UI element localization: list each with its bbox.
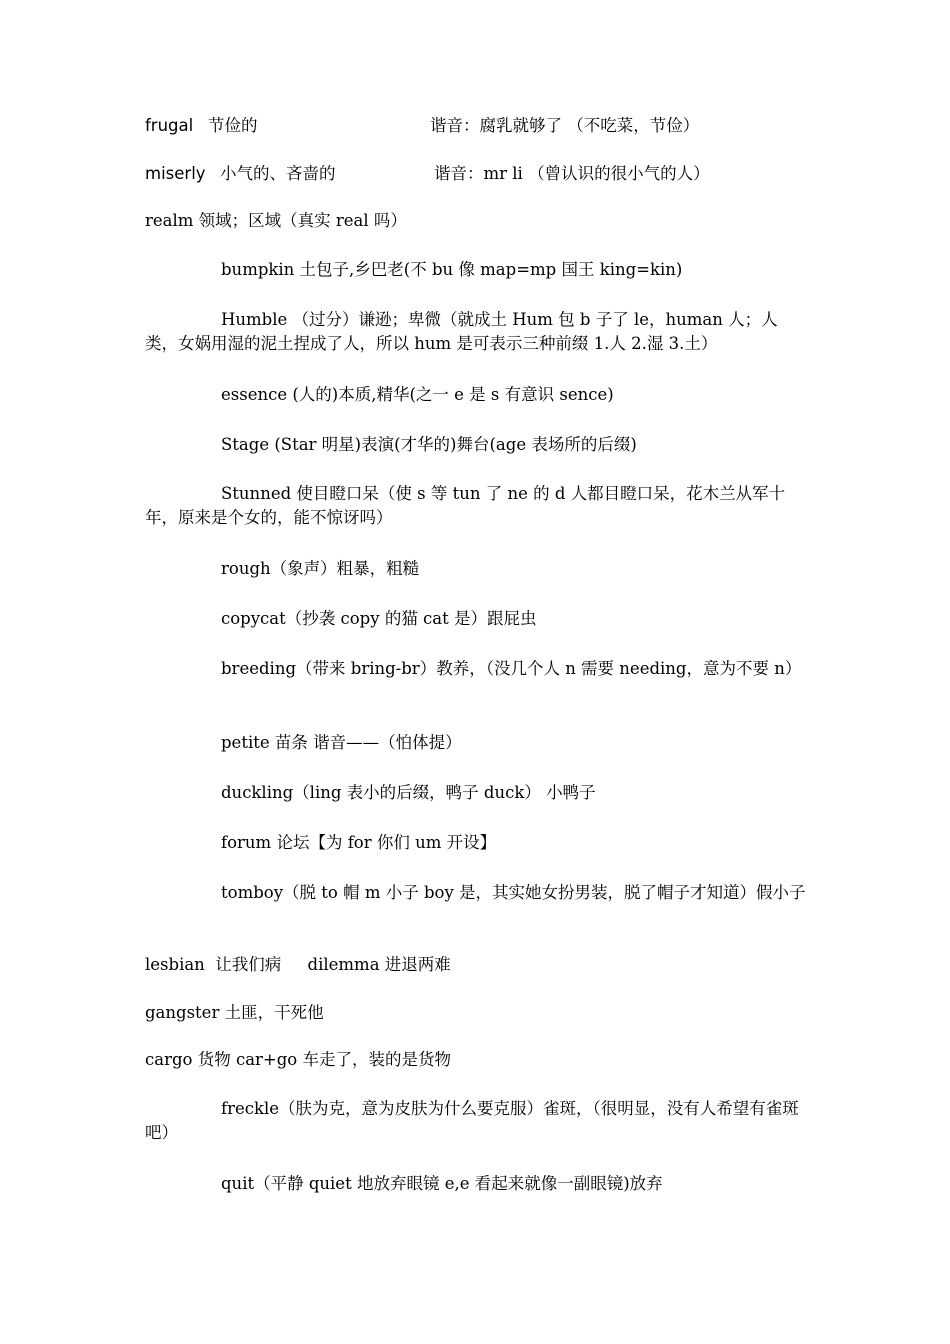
- entry-forum: forum 论坛【为 for 你们 um 开设】: [221, 833, 497, 852]
- entry-bumpkin: bumpkin 土包子,乡巴老(不 bu 像 map=mp 国王 king=kin): [221, 260, 683, 279]
- entry-lesbian-dilemma: lesbian 让我们病 dilemma 进退两难: [145, 955, 451, 974]
- entry-quit: quit（平静 quiet 地放弃眼镜 e,e 看起来就像一副眼镜)放弃: [221, 1174, 663, 1193]
- entry-rough: rough（象声）粗暴，粗糙: [221, 559, 420, 578]
- entry-word: miserly: [145, 164, 206, 183]
- entry-petite: petite 苗条 谐音——（怕体提）: [221, 733, 462, 752]
- entry-copycat: copycat（抄袭 copy 的猫 cat 是）跟屁虫: [221, 609, 537, 628]
- entry-cargo: cargo 货物 car+go 车走了，装的是货物: [145, 1050, 451, 1069]
- entry-freckle: freckle（肤为克，意为皮肤为什么要克服）雀斑，（很明显，没有人希望有雀斑吧）: [145, 1099, 799, 1142]
- entry-note: 谐音：mr li （曾认识的很小气的人）: [434, 164, 710, 183]
- entry-word: frugal: [145, 116, 194, 135]
- entry-stage: Stage (Star 明星)表演(才华的)舞台(age 表场所的后缀): [221, 435, 637, 454]
- entry-gangster: gangster 土匪，干死他: [145, 1003, 324, 1022]
- entry-meaning: 小气的、吝啬的: [220, 164, 336, 183]
- entry-meaning: 节俭的: [208, 116, 258, 135]
- entry-tomboy: tomboy（脱 to 帽 m 小子 boy 是，其实她女扮男装，脱了帽子才知道）假小子: [221, 883, 806, 902]
- entry-note: 谐音：腐乳就够了 （不吃菜，节俭）: [430, 116, 700, 135]
- entry-realm: realm 领域；区域（真实 real 吗）: [145, 211, 407, 230]
- entry-duckling: duckling（ling 表小的后缀，鸭子 duck） 小鸭子: [221, 783, 596, 802]
- entry-humble: Humble （过分）谦逊；卑微（就成土 Hum 包 b 子了 le，human 人；人类，女娲用湿的泥土捏成了人，所以 hum 是可表示三种前缀 1.人 2.湿 3.土）: [145, 310, 778, 353]
- entry-essence: essence (人的)本质,精华(之一 e 是 s 有意识 sence): [221, 385, 614, 404]
- entry-stunned: Stunned 使目瞪口呆（使 s 等 tun 了 ne 的 d 人都目瞪口呆，花木兰从军十年，原来是个女的，能不惊讶吗）: [145, 484, 786, 527]
- entry-breeding: breeding（带来 bring-br）教养，（没几个人 n 需要 needing，意为不要 n）: [221, 659, 802, 678]
